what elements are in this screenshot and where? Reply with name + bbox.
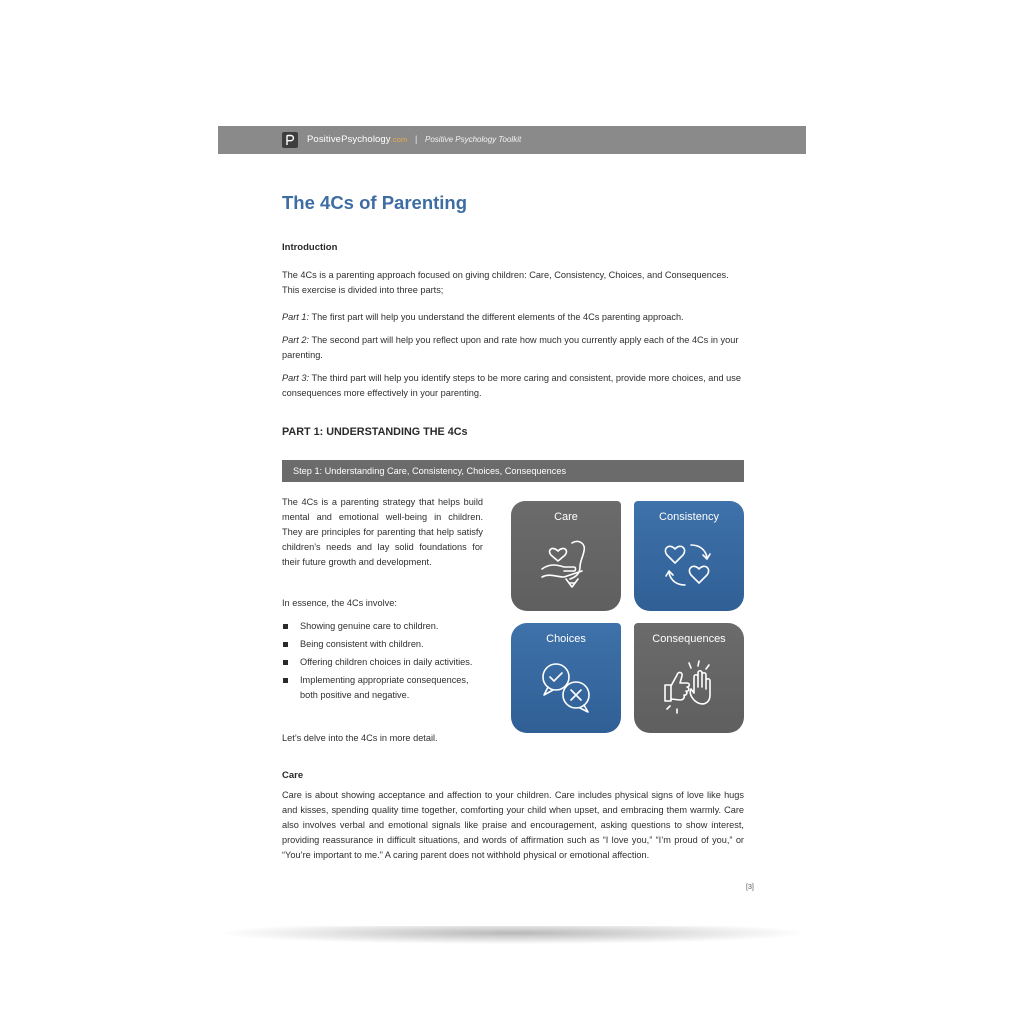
bullet-square-icon [283,624,288,629]
part-2-description [282,333,744,363]
choices-speech-bubbles-icon [536,655,596,717]
part-1-heading: PART 1: UNDERSTANDING THE 4Cs [282,426,468,438]
header-separator: | [415,134,418,144]
bullet-square-icon [283,660,288,665]
page-number: [3] [746,884,754,891]
part-3-label: Part 3: [282,373,310,383]
bullet-square-icon [283,642,288,647]
part-3-description [282,371,744,401]
part-3-text: The third part will help you identify steps to be more caring and consistent, provide more choices, and use consequences more effectively in your parenting. [282,373,741,398]
positivepsychology-logo-icon [282,132,298,148]
list-item: Offering children choices in daily activities. [282,655,487,670]
list-item: Implementing appropriate consequences, both positive and negative. [282,673,487,703]
header-bar [218,126,806,154]
part-1-label: Part 1: [282,312,310,322]
4cs-bullet-list [282,619,487,706]
part-1-text: The first part will help you understand the different elements of the 4Cs parenting approach. [309,312,684,322]
consistency-hearts-icon [659,533,719,595]
thumbs-up-stop-hand-icon [659,655,719,717]
part-2-label: Part 2: [282,335,310,345]
page-title: The 4Cs of Parenting [282,192,468,213]
4cs-description: The 4Cs is a parenting strategy that helps build mental and emotional well-being in children. They are principles for parenting that help satisfy children’s needs and lay solid foundations for their future growth and development. [282,497,483,567]
list-item: Being consistent with children. [282,637,487,652]
brand-suffix: .com [390,135,408,144]
care-heading: Care [282,770,304,781]
delve-line: Let’s delve into the 4Cs in more detail. [282,733,438,743]
introduction-heading: Introduction [282,242,338,253]
intro-paragraph: The 4Cs is a parenting approach focused on giving children: Care, Consistency, Choices, and Consequences. This exercise is divided into three parts; [282,270,729,295]
choices-tile-label: Choices [546,633,586,645]
list-item: Showing genuine care to children. [282,619,487,634]
part-1-description [282,310,744,325]
toolkit-label: Positive Psychology Toolkit [425,135,522,144]
care-paragraph: Care is about showing acceptance and affection to your children. Care includes physical signs of love like hugs and kisses, spending quality time together, comforting your child when upset, and embracing them warmly. Care also involves verbal and emotional signals like praise and encouragement, asking questions to show interest, providing reassurance in difficult situations, and words of affirmation such as “I love you,” “I’m proud of you,” or “You’re important to me.” A caring parent does not withhold physical or emotional affection. [282,790,744,860]
document-page [218,126,806,926]
consequences-tile [634,623,744,733]
bullet-square-icon [283,678,288,683]
care-tile-label: Care [554,511,578,523]
consistency-tile [634,501,744,611]
caring-hand-icon [536,533,596,595]
choices-tile [511,623,621,733]
part-2-text: The second part will help you reflect upon and rate how much you currently apply each of the 4Cs in your parenting. [282,335,739,360]
care-tile [511,501,621,611]
consequences-tile-label: Consequences [652,633,726,645]
essence-line: In essence, the 4Cs involve: [282,598,397,608]
step-1-bar: Step 1: Understanding Care, Consistency, Choices, Consequences [282,460,744,482]
brand-name: PositivePsychology.com [307,134,408,145]
consistency-tile-label: Consistency [659,511,719,523]
